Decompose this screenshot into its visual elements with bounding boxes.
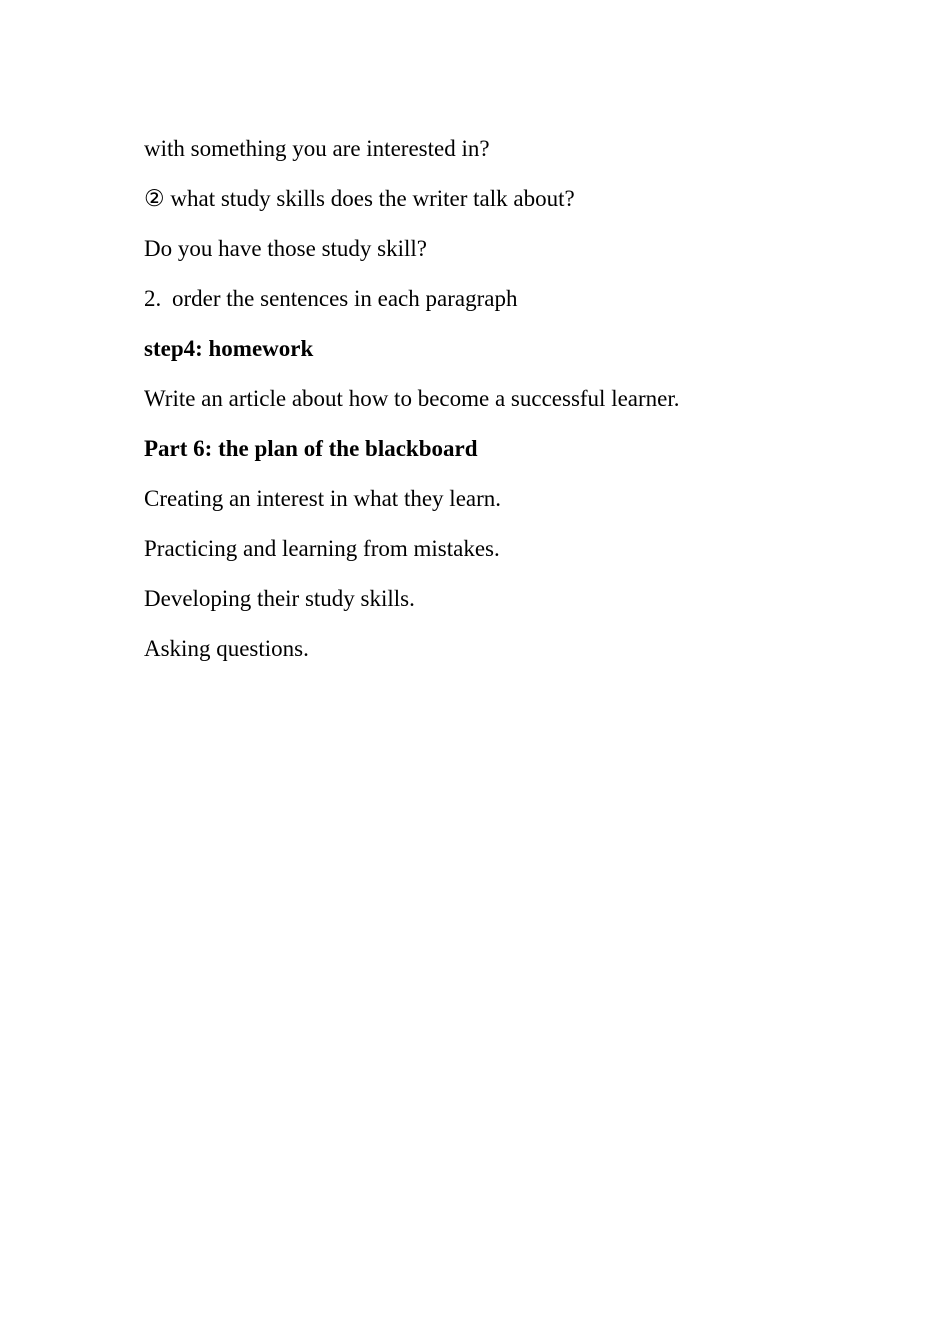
text-line-practicing: Practicing and learning from mistakes. (144, 536, 500, 561)
heading-blackboard-plan: Part 6: the plan of the blackboard (144, 436, 478, 461)
text-line-developing-skills: Developing their study skills. (144, 586, 415, 611)
document-body (144, 134, 844, 684)
text-line-interest-question: with something you are interested in? (144, 136, 490, 161)
heading-homework: step4: homework (144, 336, 314, 361)
text-line-asking-questions: Asking questions. (144, 636, 309, 661)
text-line-homework-task: Write an article about how to become a successful learner. (144, 386, 680, 411)
list-item-text: order the sentences in each paragraph (172, 286, 518, 311)
text-line-order-sentences (144, 284, 844, 334)
text-line-study-skills-question: ② what study skills does the writer talk about? (144, 186, 575, 211)
text-line-creating-interest: Creating an interest in what they learn. (144, 486, 502, 511)
list-number: 2. (144, 286, 162, 311)
text-line-have-skill-question: Do you have those study skill? (144, 236, 427, 261)
